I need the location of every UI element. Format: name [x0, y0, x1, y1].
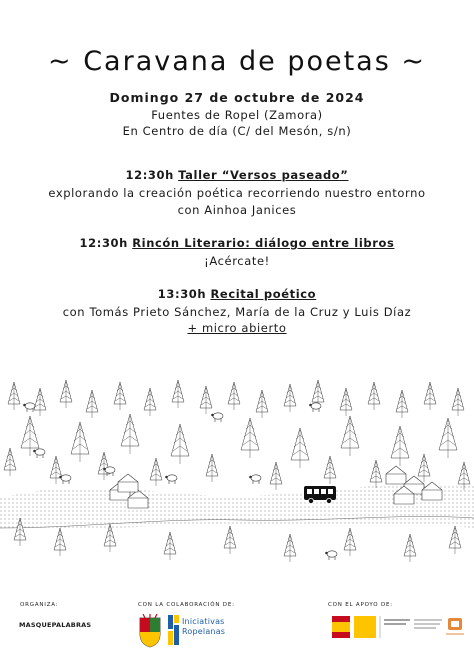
activity-3-time: 13:30h	[157, 287, 207, 301]
activity-2-desc1: ¡Acércate!	[204, 254, 270, 268]
event-date: Domingo 27 de octubre de 2024	[109, 90, 365, 105]
activity-1-heading	[0, 168, 474, 182]
iniciativas-logo-line2: Ropelanas	[182, 627, 226, 636]
activity-1-time: 12:30h	[125, 168, 174, 182]
activity-2-heading	[0, 236, 474, 250]
apoyo-label: CON EL APOYO DE:	[328, 602, 393, 608]
activity-2-name: Rincón Literario: diálogo entre libros	[132, 236, 395, 250]
activity-1-desc2: con Ainhoa Janices	[177, 203, 297, 217]
iniciativas-mark-icon	[168, 615, 180, 645]
activity-3-name: Recital poético	[210, 287, 317, 301]
poster-title: ~ Caravana de poetas ~	[47, 46, 427, 77]
organiza-label: ORGANIZA:	[20, 602, 59, 608]
activity-3-desc2: + micro abierto	[187, 321, 287, 335]
iniciativas-logo-line1: Iniciativas	[182, 617, 225, 626]
activity-3-heading	[0, 287, 474, 301]
forest-village-illustration	[0, 378, 474, 564]
event-place: Fuentes de Ropel (Zamora)	[151, 108, 323, 122]
ministerio-cultura-logo	[330, 612, 465, 642]
activity-1-desc1: explorando la creación poética recorriendo nuestro entorno	[48, 186, 426, 200]
activity-3-desc1: con Tomás Prieto Sánchez, María de la Cruz y Luis Díaz	[62, 305, 412, 319]
colaboracion-label: CON LA COLABORACIÓN DE:	[138, 602, 235, 608]
coat-of-arms-icon	[137, 614, 163, 648]
event-venue: En Centro de día (C/ del Mesón, s/n)	[122, 124, 352, 138]
activity-2-time: 12:30h	[79, 236, 128, 250]
masquepalabras-logo: MASQUEPALABRAS	[19, 621, 92, 629]
activity-1-name: Taller “Versos paseado”	[178, 168, 349, 182]
